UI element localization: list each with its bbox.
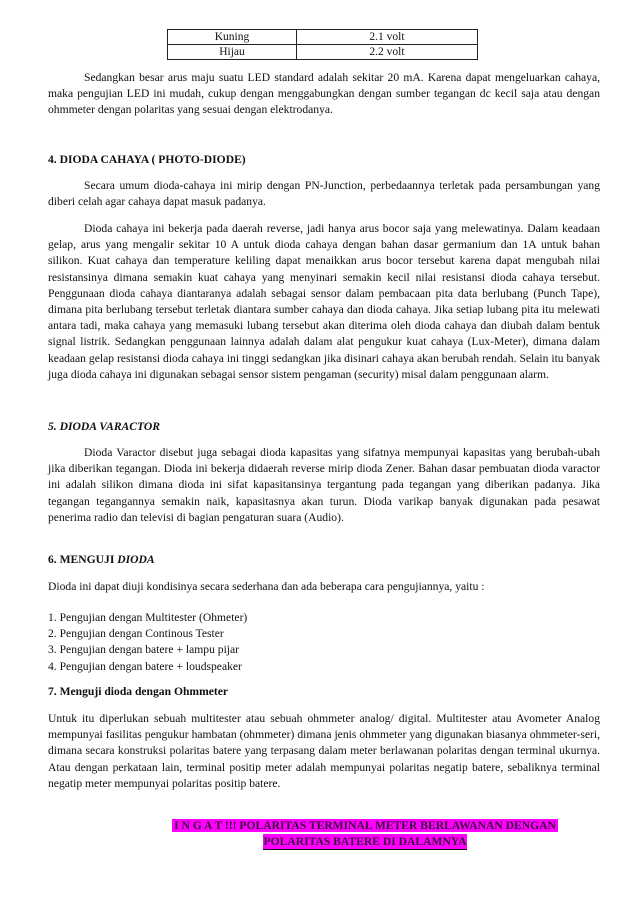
led-voltage-table xyxy=(167,29,478,60)
section-heading-test-prefix: 6. MENGUJI xyxy=(48,553,118,566)
paragraph-varactor: Dioda Varactor disebut juga sebagai dioda kapasitas yang sifatnya mempunyai kapasitas yang berubah-ubah jika diberikan tegangan. Dioda ini bekerja didaerah reverse mirip dioda Zener. Bahan dasar pembuatan dioda varactor ini adalah silikon dimana dioda ini sifat kapasitansinya tergantung pada tegangan yang diberikan padanya. Jika tegangan tegangannya semakin naik, kapasitasnya akan turun. Dioda varikap banyak digunakan pada pesawat penerima radio dan televisi di bagian pengaturan suara (Audio). xyxy=(48,446,600,524)
paragraph-test-methods: Dioda ini dapat diuji kondisinya secara sederhana dan ada beberapa cara pengujiannya, yaitu : xyxy=(48,580,485,593)
warning-line-1: I N G A T !!! POLARITAS TERMINAL METER BERLAWANAN DENGAN xyxy=(174,819,556,832)
section-heading-varactor-text: 5. DIODA VARACTOR xyxy=(48,420,160,433)
table-cell-color: Hijau xyxy=(168,45,297,60)
section-heading-ohmmeter: 7. Menguji dioda dengan Ohmmeter xyxy=(48,685,229,698)
paragraph-photo-diode-intro: Secara umum dioda-cahaya ini mirip dengan PN-Junction, perbedaannya terletak pada persambungan yang diberi celah agar cahaya dapat masuk padanya. xyxy=(48,179,600,209)
table-cell-voltage: 2.2 volt xyxy=(297,45,478,60)
paragraph-led-current: Sedangkan besar arus maju suatu LED standard adalah sekitar 20 mA. Karena dapat mengeluarkan cahaya, maka pengujian LED ini mudah, cukup dengan menggabungkan dengan sumber tegangan dc kecil saja atau dengan ohmmeter dengan polaritas yang sesuai dengan elektrodanya. xyxy=(48,71,600,117)
warning-box xyxy=(145,818,585,850)
warning-line-2: POLARITAS BATERE DI DALAMNYA xyxy=(263,834,466,851)
list-item: 2. Pengujian dengan Continous Tester xyxy=(48,627,224,641)
paragraph-ohmmeter: Untuk itu diperlukan sebuah multitester atau sebuah ohmmeter analog/ digital. Multitester atau Avometer Analog mempunyai fasilitas pengukur hambatan (ohmmeter) dimana jenis ohmmeter yang digunakan biasanya ohmmeter-seri, dimana secara konstruksi polaritas batere yang terpasang dalam meter berlawanan polaritas dengan terminal ukurnya. Atau dengan perkataan lain, terminal positip meter adalah mempunyai polaritas negatip batere, sebaliknya terminal negatip meter mempunyai polaritas positip batere. xyxy=(48,712,600,790)
section-heading-varactor xyxy=(48,420,160,433)
list-item: 3. Pengujian dengan batere + lampu pijar xyxy=(48,643,240,657)
table-cell-color: Kuning xyxy=(168,30,297,45)
section-heading-photo-diode: 4. DIODA CAHAYA ( PHOTO-DIODE) xyxy=(48,153,246,166)
list-item: 4. Pengujian dengan batere + loudspeaker xyxy=(48,659,242,673)
table-cell-voltage: 2.1 volt xyxy=(297,30,478,45)
paragraph-photo-diode-detail: Dioda cahaya ini bekerja pada daerah reverse, jadi hanya arus bocor saja yang melewatinya. Dalam keadaan gelap, arus yang mengalir sekitar 10 A untuk dioda cahaya dengan bahan dasar germanium dan 1A untuk bahan silikon. Kuat cahaya dan temperature keliling dapat menaikkan arus bocor tersebut karena dapat mengubah nilai resistansinya dimana semakin kuat cahaya yang menyinari semakin kecil nilai resistansi dioda cahaya tersebut. Penggunaan dioda cahaya diantaranya adalah sebagai sensor dalam pembacaan pita data berlubang (Punch Tape), dimana pita berlubang tersebut terletak diantara sumber cahaya dan dioda cahaya. Jika setiap lubang pita itu melewati antara tadi, maka cahaya yang memasuki lubang tersebut akan diterima oleh dioda cahaya dan diubah dalam bentuk signal listrik. Sedangkan penggunaan lainnya adalah dalam alat pengukur kuat cahaya (Lux-Meter), dimana dalam keadaan gelap resistansi dioda cahaya ini tinggi sedangkan jika disinari cahaya akan berubah rendah. Selain itu banyak juga dioda cahaya ini digunakan sebagai sensor sistem pengaman (security) misal dalam penggunaan alarm. xyxy=(48,222,600,381)
list-item: 1. Pengujian dengan Multitester (Ohmeter) xyxy=(48,611,248,624)
table-row xyxy=(168,30,478,45)
section-heading-test-diode xyxy=(48,553,155,566)
test-method-list xyxy=(48,610,247,675)
section-heading-test-italic: DIODA xyxy=(117,553,155,566)
table-row xyxy=(168,45,478,60)
